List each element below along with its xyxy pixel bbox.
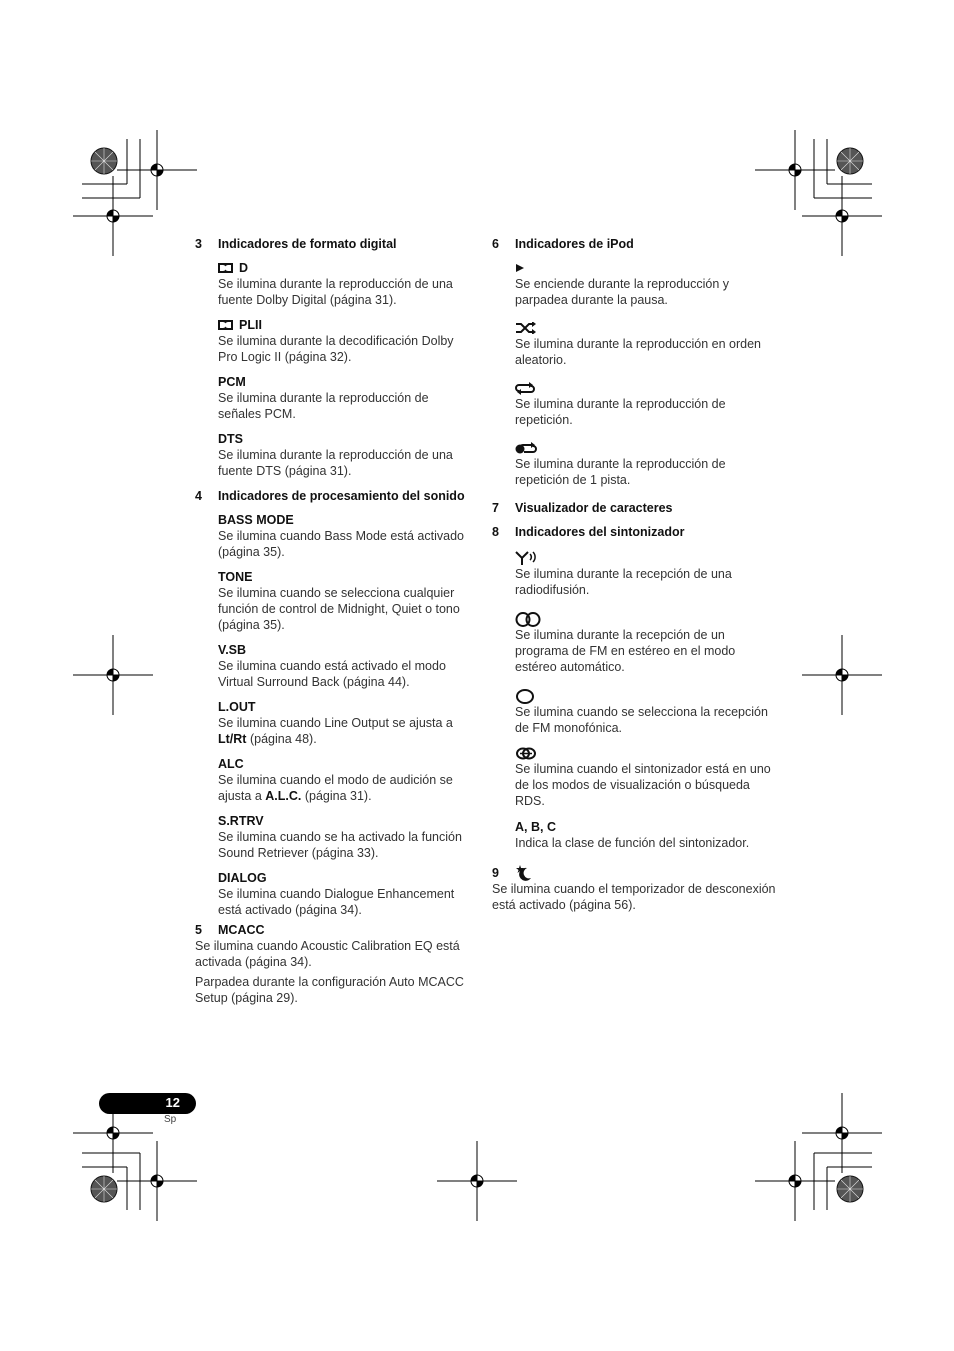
stereo-icon xyxy=(515,612,541,627)
sleep-timer-description: Se ilumina cuando el temporizador de desconexión está activado (página 56). xyxy=(492,882,776,912)
indicator-repeat: Se ilumina durante la reproducción de repetición. xyxy=(515,380,777,428)
dolby-double-d-icon xyxy=(218,320,233,330)
rds-icon xyxy=(515,747,537,760)
indicator-dialog: DIALOG Se ilumina cuando Dialogue Enhancement está activado (página 34). xyxy=(218,871,455,917)
indicator-dts: DTS Se ilumina durante la reproducción de una fuente DTS (página 31). xyxy=(218,432,453,478)
section-8-heading: 8 Indicadores del sintonizador xyxy=(492,525,685,539)
page-number-badge xyxy=(99,1093,196,1114)
indicator-bass-mode: BASS MODE Se ilumina cuando Bass Mode está activado (página 35). xyxy=(218,513,464,559)
section-9-heading: 9 xyxy=(492,865,777,881)
mono-icon xyxy=(515,689,535,704)
left-column xyxy=(195,236,475,1010)
language-code: Sp xyxy=(164,1114,177,1125)
indicator-rds: Se ilumina cuando el sintonizador está en uno de los modos de visualización o búsqueda RDS. xyxy=(515,745,777,809)
indicator-dolby-plii: PLII Se ilumina durante la decodificación Dolby Pro Logic II (página 32). xyxy=(218,318,454,364)
indicator-sound-retriever: S.RTRV Se ilumina cuando se ha activado la función Sound Retriever (página 33). xyxy=(218,814,462,860)
page-number: 12 xyxy=(165,1095,180,1110)
indicator-vsb: V.SB Se ilumina cuando está activado el modo Virtual Surround Back (página 44). xyxy=(218,643,446,689)
indicator-alc: ALC Se ilumina cuando el modo de audición se ajusta a A.L.C. (página 31). xyxy=(218,757,453,803)
section-5-heading: 5 MCACC xyxy=(195,923,265,937)
play-icon xyxy=(515,263,525,273)
sleep-timer-icon xyxy=(515,865,533,881)
right-column xyxy=(492,236,777,917)
indicator-tone: TONE Se ilumina cuando se selecciona cualquier función de control de Midnight, Quiet o tono (página 35). xyxy=(218,570,460,632)
shuffle-icon xyxy=(515,322,537,334)
repeat-icon xyxy=(515,382,535,395)
indicator-stereo: Se ilumina durante la recepción de un programa de FM en estéreo en el modo estéreo automático. xyxy=(515,611,777,675)
section-4-heading: 4 Indicadores de procesamiento del sonido xyxy=(195,489,465,503)
indicator-play: Se enciende durante la reproducción y parpadea durante la pausa. xyxy=(515,260,777,308)
section-7-heading: 7 Visualizador de caracteres xyxy=(492,501,673,515)
indicator-line-out: L.OUT Se ilumina cuando Line Output se ajusta a Lt/Rt (página 48). xyxy=(218,700,453,746)
indicator-repeat-one: Se ilumina durante la reproducción de repetición de 1 pista. xyxy=(515,440,777,488)
section-6-heading: 6 Indicadores de iPod xyxy=(492,237,634,251)
indicator-tuned: Se ilumina durante la recepción de una radiodifusión. xyxy=(515,550,777,598)
indicator-pcm: PCM Se ilumina durante la reproducción de señales PCM. xyxy=(218,375,429,421)
mcacc-description-2: Parpadea durante la configuración Auto MCACC Setup (página 29). xyxy=(195,975,464,1005)
repeat-one-icon xyxy=(515,442,537,455)
mcacc-description-1: Se ilumina cuando Acoustic Calibration EQ está activada (página 34). xyxy=(195,939,460,969)
indicator-abc-class: A, B, C Indica la clase de función del sintonizador. xyxy=(515,820,750,850)
antenna-icon xyxy=(515,551,537,565)
indicator-dolby-digital: D Se ilumina durante la reproducción de una fuente Dolby Digital (página 31). xyxy=(218,261,453,307)
indicator-shuffle: Se ilumina durante la reproducción en orden aleatorio. xyxy=(515,320,777,368)
section-3-heading: 3 Indicadores de formato digital xyxy=(195,237,397,251)
dolby-double-d-icon xyxy=(218,263,233,273)
indicator-mono: Se ilumina cuando se selecciona la recepción de FM monofónica. xyxy=(515,688,777,736)
